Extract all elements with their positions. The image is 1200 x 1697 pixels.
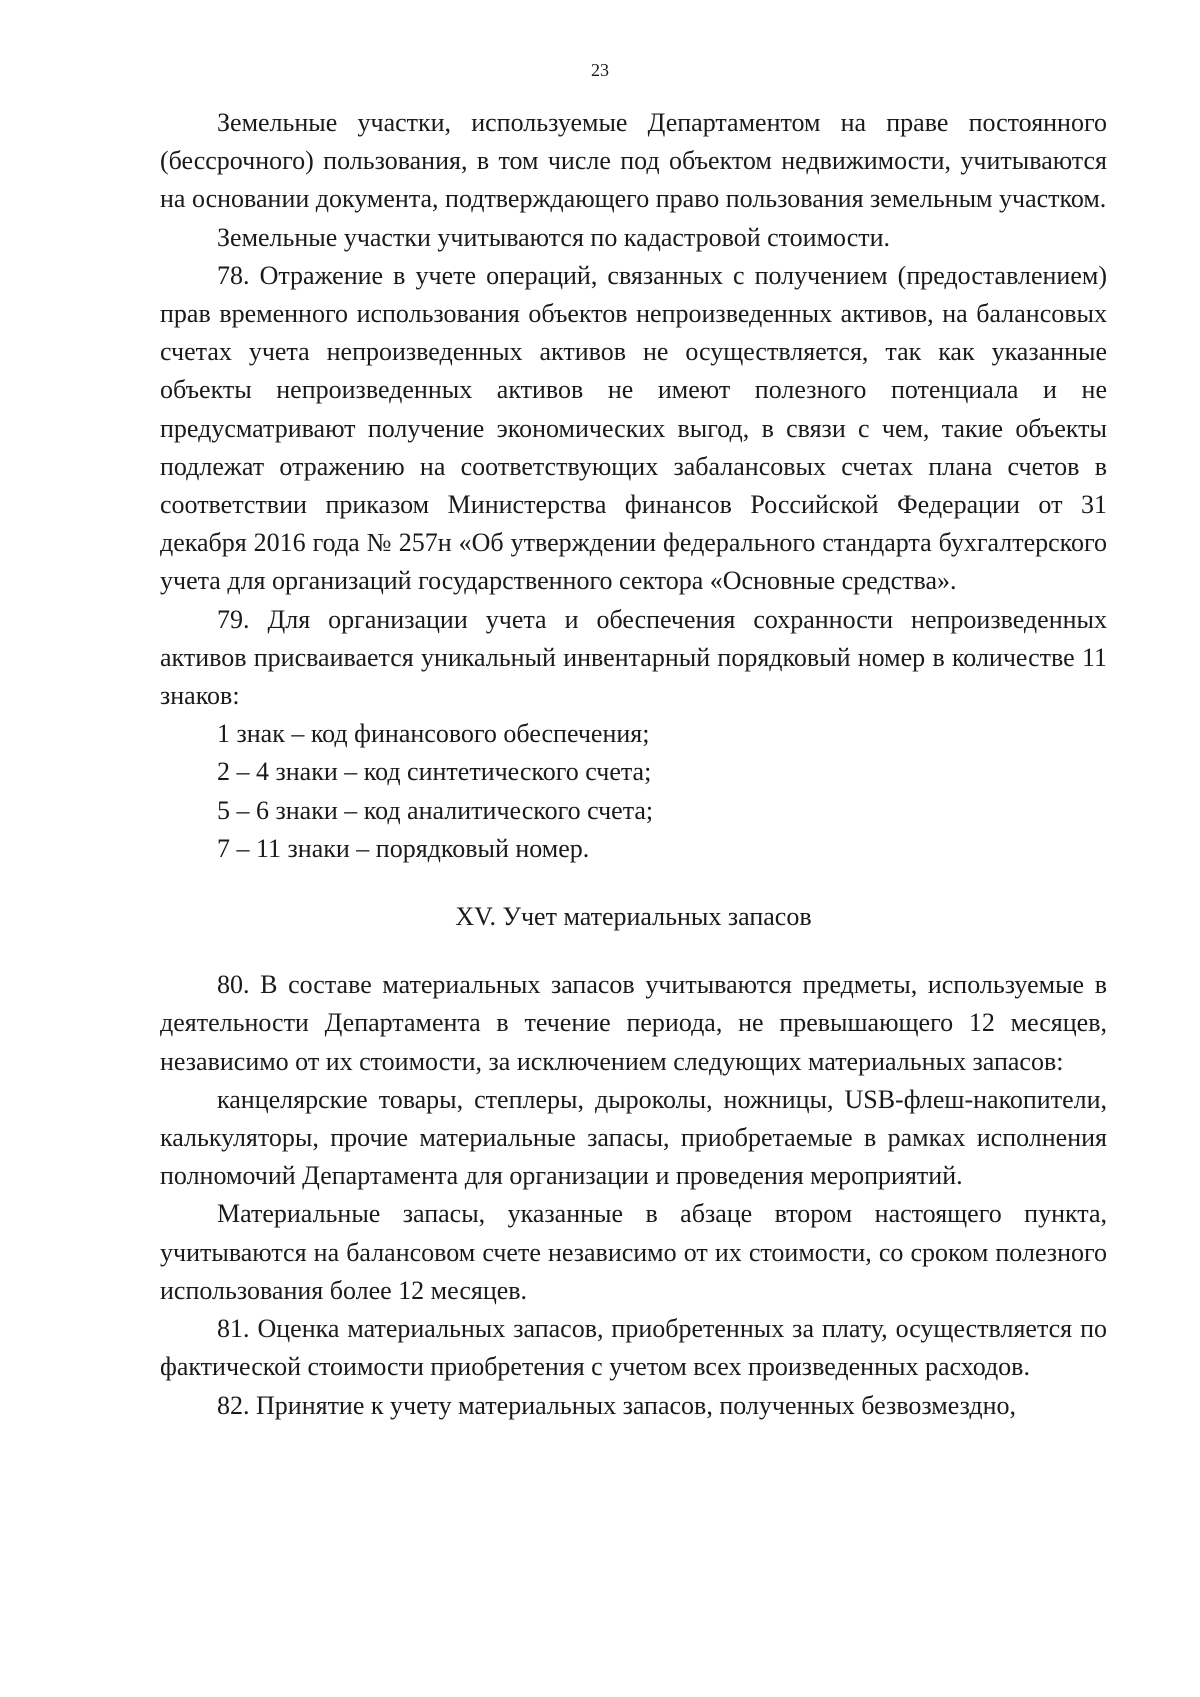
paragraph-item-81: 81. Оценка материальных запасов, приобретенных за плату, осуществляется по фактической стоимости приобретения с учетом всех произведенных расходов. bbox=[160, 1314, 1107, 1382]
paragraph-balance-account: Материальные запасы, указанные в абзаце втором настоящего пункта, учитываются на балансовом счете независимо от их стоимости, со сроком полезного использования более 12 месяцев. bbox=[160, 1199, 1107, 1305]
paragraph-item-78: 78. Отражение в учете операций, связанных с получением (предоставлением) прав временного использования объектов непроизведенных активов, на балансовых счетах учета непроизведенных активов не осуществляется, так как указанные объекты непроизведенных активов не имеют полезного потенциала и не предусматривают получение экономических выгод, в связи с чем, такие объекты подлежат отражению на соответствующих забалансовых счетах плана счетов в соответствии приказом Министерства финансов Российской Федерации от 31 декабря 2016 года № 257н «Об утверждении федерального стандарта бухгалтерского учета для организаций государственного сектора «Основные средства». bbox=[160, 260, 1107, 596]
code-item-2: 2 – 4 знаки – код синтетического счета; bbox=[217, 757, 652, 787]
code-item-3: 5 – 6 знаки – код аналитического счета; bbox=[217, 795, 654, 825]
code-item-4: 7 – 11 знаки – порядковый номер. bbox=[217, 833, 590, 863]
paragraph-item-79: 79. Для организации учета и обеспечения сохранности непроизведенных активов присваивается уникальный инвентарный порядковый номер в количестве 11 знаков: bbox=[160, 604, 1107, 711]
paragraph-item-80: 80. В составе материальных запасов учитываются предметы, используемые в деятельности Департамента в течение периода, не превышающего 12 месяцев, независимо от их стоимости, за исключением следующих материальных запасов: bbox=[160, 970, 1107, 1076]
paragraph-land-plots: Земельные участки, используемые Департаментом на праве постоянного (бессрочного) пользования, в том числе под объектом недвижимости, учитываются на основании документа, подтверждающего право пользования земельным участком. bbox=[160, 108, 1107, 214]
page-number: 23 bbox=[591, 60, 609, 80]
paragraph-exceptions-list: канцелярские товары, степлеры, дыроколы, ножницы, USB-флеш-накопители, калькуляторы, прочие материальные запасы, приобретаемые в рамках исполнения полномочий Департамента для организации и проведения мероприятий. bbox=[160, 1084, 1107, 1191]
code-item-1: 1 знак – код финансового обеспечения; bbox=[217, 719, 650, 749]
paragraph-cadastral-value: Земельные участки учитываются по кадастровой стоимости. bbox=[217, 222, 891, 252]
section-heading: XV. Учет материальных запасов bbox=[455, 902, 812, 932]
document-body bbox=[160, 104, 1107, 1425]
paragraph-item-82: 82. Принятие к учету материальных запасов, полученных безвозмездно, bbox=[217, 1390, 1017, 1420]
